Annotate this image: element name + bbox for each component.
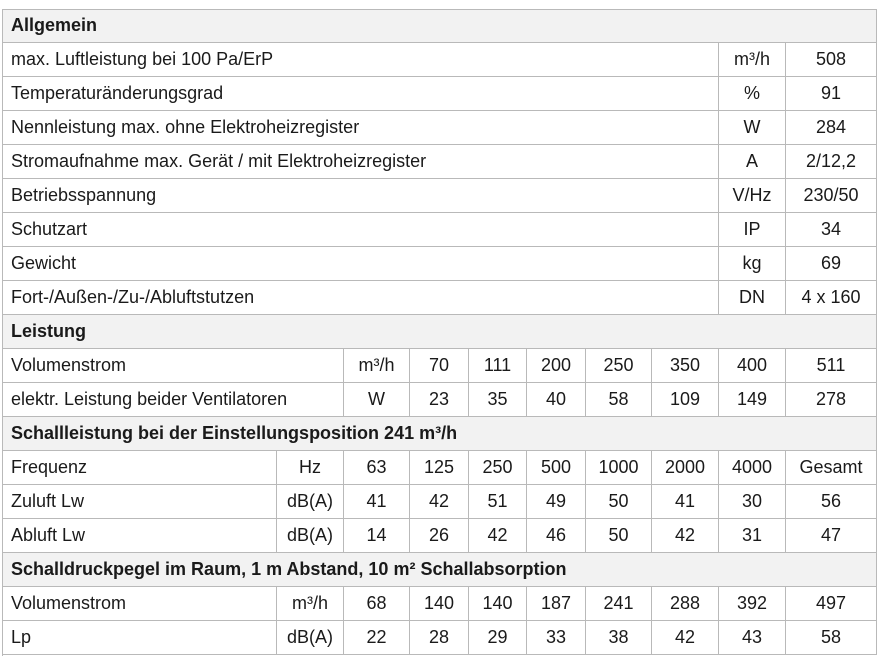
row-value: 58	[786, 621, 877, 655]
row-value: 42	[469, 519, 527, 553]
row-value: 187	[527, 587, 586, 621]
row-value: 241	[586, 587, 652, 621]
row-label: Volumenstrom	[2, 587, 277, 621]
row-value: 278	[786, 383, 877, 417]
row-value: 50	[586, 485, 652, 519]
row-unit: V/Hz	[719, 179, 786, 213]
row-value: 41	[652, 485, 719, 519]
row-value: 28	[410, 621, 469, 655]
row-value: 70	[410, 349, 469, 383]
row-value: 500	[527, 451, 586, 485]
row-value: 42	[652, 519, 719, 553]
row-value: 508	[786, 43, 877, 77]
row-value: 14	[344, 519, 410, 553]
row-unit: m³/h	[719, 43, 786, 77]
row-value: 56	[786, 485, 877, 519]
row-value: 40	[527, 383, 586, 417]
row-value: 38	[586, 621, 652, 655]
row-value: 43	[719, 621, 786, 655]
row-value: 125	[410, 451, 469, 485]
row-value: 69	[786, 247, 877, 281]
row-unit: W	[719, 111, 786, 145]
row-value: 140	[469, 587, 527, 621]
row-unit: kg	[719, 247, 786, 281]
row-unit: A	[719, 145, 786, 179]
section-header: Schallleistung bei der Einstellungsposition 241 m³/h	[2, 417, 877, 451]
row-value: 111	[469, 349, 527, 383]
row-value: 149	[719, 383, 786, 417]
row-value: 140	[410, 587, 469, 621]
row-value: Gesamt	[786, 451, 877, 485]
row-label: Betriebsspannung	[2, 179, 719, 213]
row-value: 284	[786, 111, 877, 145]
row-label: Frequenz	[2, 451, 277, 485]
row-unit: W	[344, 383, 410, 417]
row-value: 250	[469, 451, 527, 485]
row-label: Volumenstrom	[2, 349, 344, 383]
row-label: Nennleistung max. ohne Elektroheizregister	[2, 111, 719, 145]
row-value: 4 x 160	[786, 281, 877, 315]
row-value: 58	[586, 383, 652, 417]
row-value: 31	[719, 519, 786, 553]
row-value: 392	[719, 587, 786, 621]
row-value: 49	[527, 485, 586, 519]
row-value: 4000	[719, 451, 786, 485]
row-value: 42	[652, 621, 719, 655]
row-label: Schutzart	[2, 213, 719, 247]
row-value: 200	[527, 349, 586, 383]
row-label: Zuluft Lw	[2, 485, 277, 519]
row-unit: m³/h	[277, 587, 344, 621]
section-header: Schalldruckpegel im Raum, 1 m Abstand, 10 m² Schallabsorption	[2, 553, 877, 587]
row-label: elektr. Leistung beider Ventilatoren	[2, 383, 344, 417]
row-unit: dB(A)	[277, 485, 344, 519]
row-value: 91	[786, 77, 877, 111]
row-label: Fort-/Außen-/Zu-/Abluftstutzen	[2, 281, 719, 315]
row-value: 34	[786, 213, 877, 247]
row-value: 2000	[652, 451, 719, 485]
row-label: Stromaufnahme max. Gerät / mit Elektroheizregister	[2, 145, 719, 179]
row-unit: dB(A)	[277, 621, 344, 655]
row-value: 47	[786, 519, 877, 553]
row-value: 350	[652, 349, 719, 383]
row-unit: DN	[719, 281, 786, 315]
row-value: 497	[786, 587, 877, 621]
row-value: 22	[344, 621, 410, 655]
row-value: 400	[719, 349, 786, 383]
section-header: Allgemein	[2, 9, 877, 43]
row-value: 109	[652, 383, 719, 417]
row-unit: IP	[719, 213, 786, 247]
row-unit: dB(A)	[277, 519, 344, 553]
row-value: 51	[469, 485, 527, 519]
row-value: 50	[586, 519, 652, 553]
row-value: 68	[344, 587, 410, 621]
row-unit: m³/h	[344, 349, 410, 383]
row-value: 46	[527, 519, 586, 553]
row-value: 23	[410, 383, 469, 417]
row-value: 42	[410, 485, 469, 519]
row-value: 26	[410, 519, 469, 553]
row-label: Gewicht	[2, 247, 719, 281]
row-value: 1000	[586, 451, 652, 485]
row-value: 511	[786, 349, 877, 383]
row-label: max. Luftleistung bei 100 Pa/ErP	[2, 43, 719, 77]
section-header: Leistung	[2, 315, 877, 349]
row-value: 35	[469, 383, 527, 417]
row-value: 33	[527, 621, 586, 655]
row-unit: Hz	[277, 451, 344, 485]
row-value: 41	[344, 485, 410, 519]
row-unit: %	[719, 77, 786, 111]
row-label: Lp	[2, 621, 277, 655]
row-value: 288	[652, 587, 719, 621]
row-value: 250	[586, 349, 652, 383]
row-label: Abluft Lw	[2, 519, 277, 553]
row-value: 230/50	[786, 179, 877, 213]
row-label: Temperaturänderungsgrad	[2, 77, 719, 111]
row-value: 63	[344, 451, 410, 485]
row-value: 29	[469, 621, 527, 655]
row-value: 2/12,2	[786, 145, 877, 179]
row-value: 30	[719, 485, 786, 519]
